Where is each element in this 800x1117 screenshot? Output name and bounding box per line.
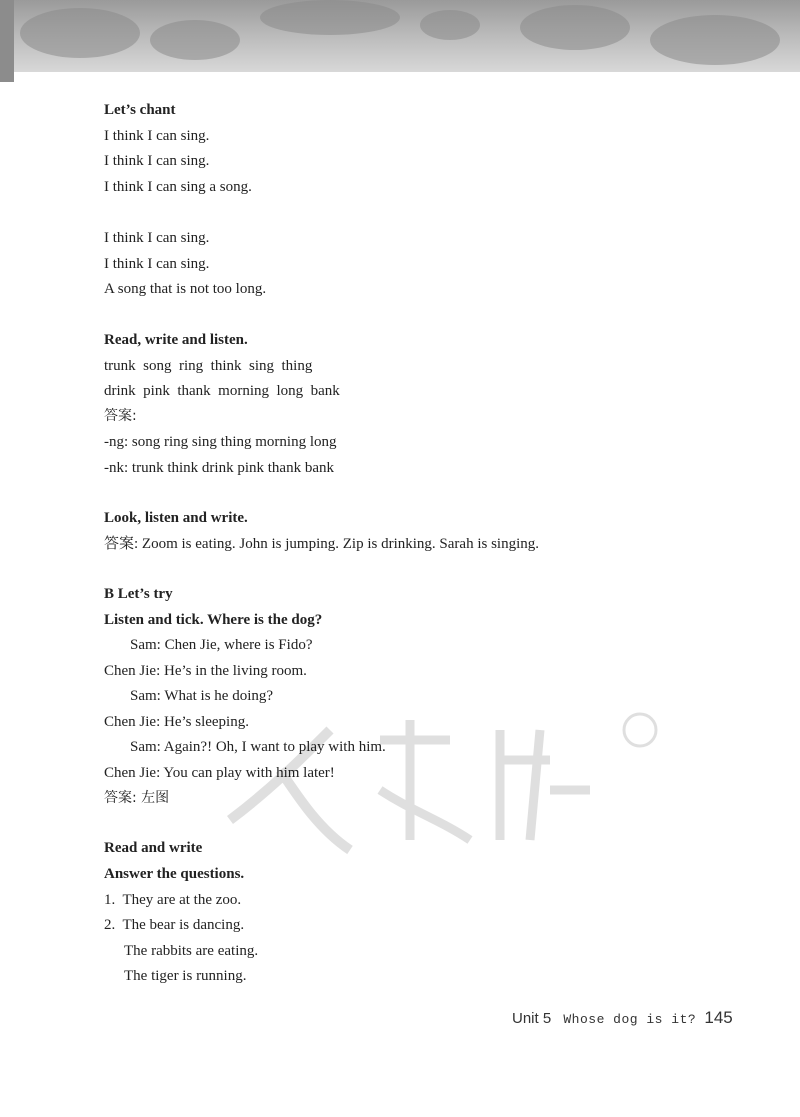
rwl-words-row: drink pink thank morning long bank — [104, 383, 340, 399]
raw-subheading: Answer the questions. — [104, 866, 245, 882]
llw-answer: 答案: Zoom is eating. John is jumping. Zip is drinking. Sarah is singing. — [104, 536, 539, 552]
page-number: 145 — [704, 1008, 733, 1027]
raw-heading: Read and write — [104, 840, 203, 856]
chant-line: I think I can sing. — [104, 128, 210, 144]
rwl-nk-answer: -nk: trunk think drink pink thank bank — [104, 460, 334, 476]
rwl-ng-answer: -ng: song ring sing thing morning long — [104, 434, 337, 450]
rwl-words-row: trunk song ring think sing thing — [104, 358, 313, 374]
dialogue-line: Chen Jie: You can play with him later! — [104, 765, 335, 781]
raw-answer-item: 1. They are at the zoo. — [104, 892, 242, 908]
chant-line: A song that is not too long. — [104, 281, 267, 297]
dialogue-line: Chen Jie: He’s in the living room. — [104, 663, 307, 679]
b-lets-try-subheading: Listen and tick. Where is the dog? — [104, 612, 323, 628]
chant-line: I think I can sing. — [104, 153, 210, 169]
footer-unit: Unit 5 — [512, 1010, 552, 1027]
chant-line: I think I can sing. — [104, 230, 210, 246]
raw-answer-item: The rabbits are eating. — [124, 943, 259, 959]
rwl-answer-label: 答案: — [104, 408, 137, 424]
b-lets-try-answer: 答案: 左图 — [104, 790, 170, 806]
header-banner-image — [0, 0, 800, 72]
dialogue-line: Sam: Chen Jie, where is Fido? — [130, 637, 313, 653]
b-lets-try-heading: B Let’s try — [104, 586, 173, 602]
raw-answer-item: 2. The bear is dancing. — [104, 917, 245, 933]
footer-title: Whose dog is it? — [563, 1012, 697, 1027]
dialogue-line: Sam: Again?! Oh, I want to play with him. — [130, 739, 386, 755]
banner-edge-decoration — [0, 0, 14, 82]
rwl-heading: Read, write and listen. — [104, 332, 248, 348]
dialogue-line: Sam: What is he doing? — [130, 688, 274, 704]
page-footer — [512, 1008, 733, 1028]
chant-line: I think I can sing a song. — [104, 179, 252, 195]
dialogue-line: Chen Jie: He’s sleeping. — [104, 714, 249, 730]
llw-heading: Look, listen and write. — [104, 510, 248, 526]
chant-line: I think I can sing. — [104, 256, 210, 272]
raw-answer-item: The tiger is running. — [124, 968, 247, 984]
chant-heading: Let’s chant — [104, 102, 176, 118]
